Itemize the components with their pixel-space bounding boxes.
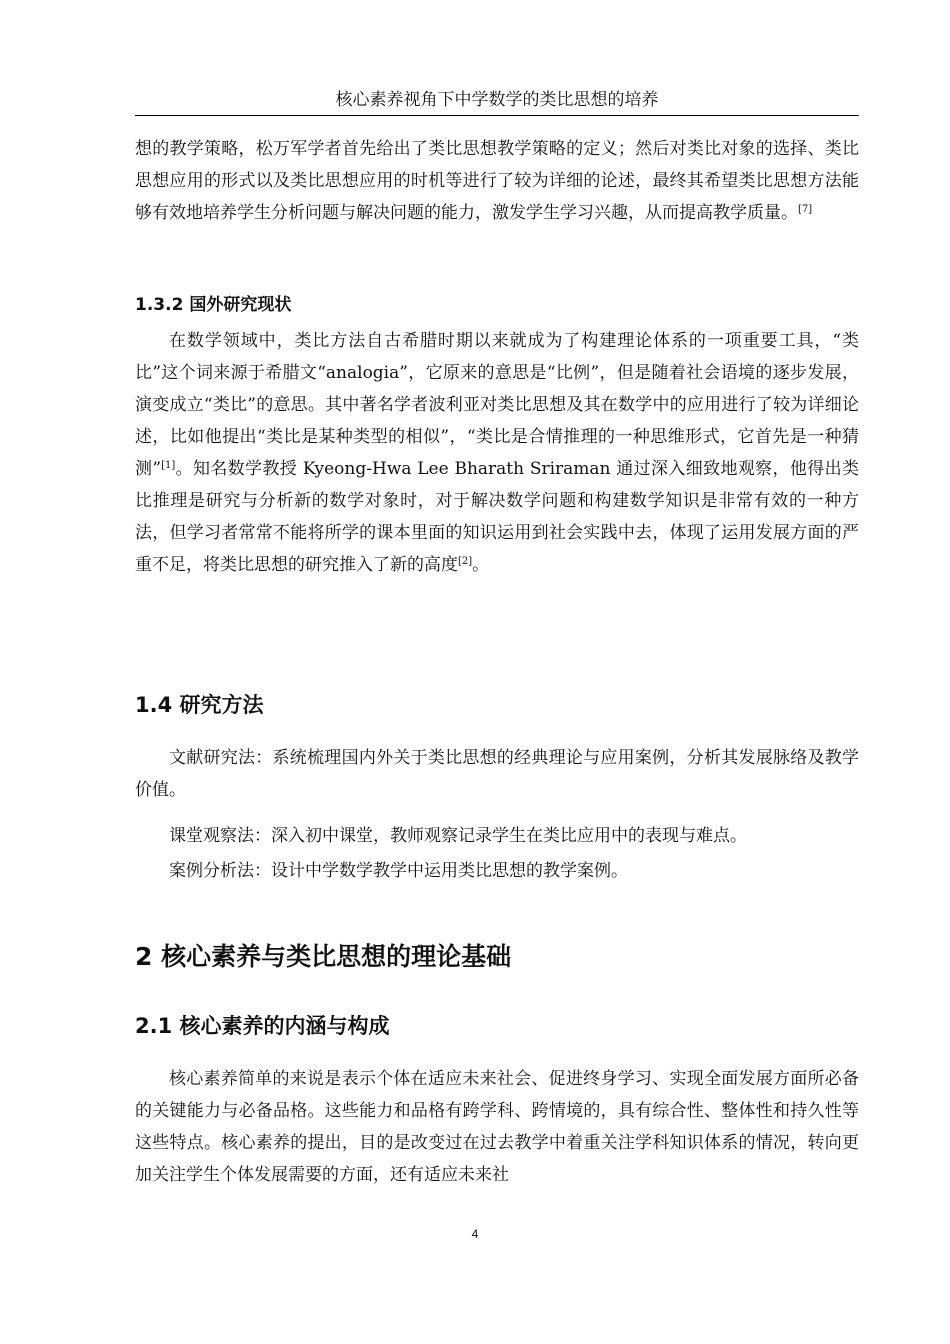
method-literature-research: 文献研究法：系统梳理国内外关于类比思想的经典理论与应用案例，分析其发展脉络及教学价值。 [135,748,859,800]
method-classroom-observation: 课堂观察法：深入初中课堂，教师观察记录学生在类比应用中的表现与难点。 [169,826,747,846]
citation-2: [2] [458,556,473,567]
page-number: 4 [471,1227,479,1241]
paragraph-text: 想的教学策略，松万军学者首先给出了类比思想教学策略的定义；然后对类比对象的选择、类比思想应用的形式以及类比思想应用的时机等进行了较为详细的论述，最终其希望类比思想方法能够有效地培养学生分析问题与解决问题的能力，激发学生学习兴趣，从而提高教学质量。 [135,139,859,223]
paragraph-text: 在数学领域中，类比方法自古希腊时期以来就成为了构建理论体系的一项重要工具，“类比”这个词来源于希腊文“analogia”，它原来的意思是“比例”，但是随着社会语境的逐步发展，演变成立“类比”的意思。其中著名学者波利亚对类比思想及其在数学中的应用进行了较为详细论述，比如他提出“类比是某种类型的相似”，“类比是合情推理的一种思维形式，它首先是一种猜测” [135,331,859,479]
section-heading-2-1: 2.1 核心素养的内涵与构成 [135,1014,390,1038]
method-case-analysis: 案例分析法：设计中学数学教学中运用类比思想的教学案例。 [169,861,628,881]
paragraph-core-literacy: 核心素养简单的来说是表示个体在适应未来社会、促进终身学习、实现全面发展方面所必备的关键能力与必备品格。这些能力和品格有跨学科、跨情境的，具有综合性、整体性和持久性等这些特点。核心素养的提出，目的是改变过在过去教学中着重关注学科知识体系的情况，转向更加关注学生个体发展需要的方面，还有适应未来社 [135,1069,859,1185]
paragraph-continued [135,133,859,229]
paragraph-text: 。 [472,555,490,575]
section-heading-1-3-2: 1.3.2 国外研究现状 [135,295,292,315]
section-heading-1-4: 1.4 研究方法 [135,693,264,717]
chapter-heading-2: 2 核心素养与类比思想的理论基础 [135,942,512,971]
citation-1: [1] [161,460,176,471]
paragraph-text: 。知名数学教授 Kyeong-Hwa Lee Bharath Sriraman 通过深入细致地观察，他得出类比推理是研究与分析新的数学对象时，对于解决数学问题和构建数学知识是非常有效的一种方法，但学习者常常不能将所学的课本里面的知识运用到社会实践中去，体现了运用发展方面的严重不足，将类比思想的研究推入了新的高度 [135,459,859,575]
citation-7: [7] [798,204,813,215]
paragraph-foreign-research [135,325,859,581]
running-header: 核心素养视角下中学数学的类比思想的培养 [135,88,859,116]
